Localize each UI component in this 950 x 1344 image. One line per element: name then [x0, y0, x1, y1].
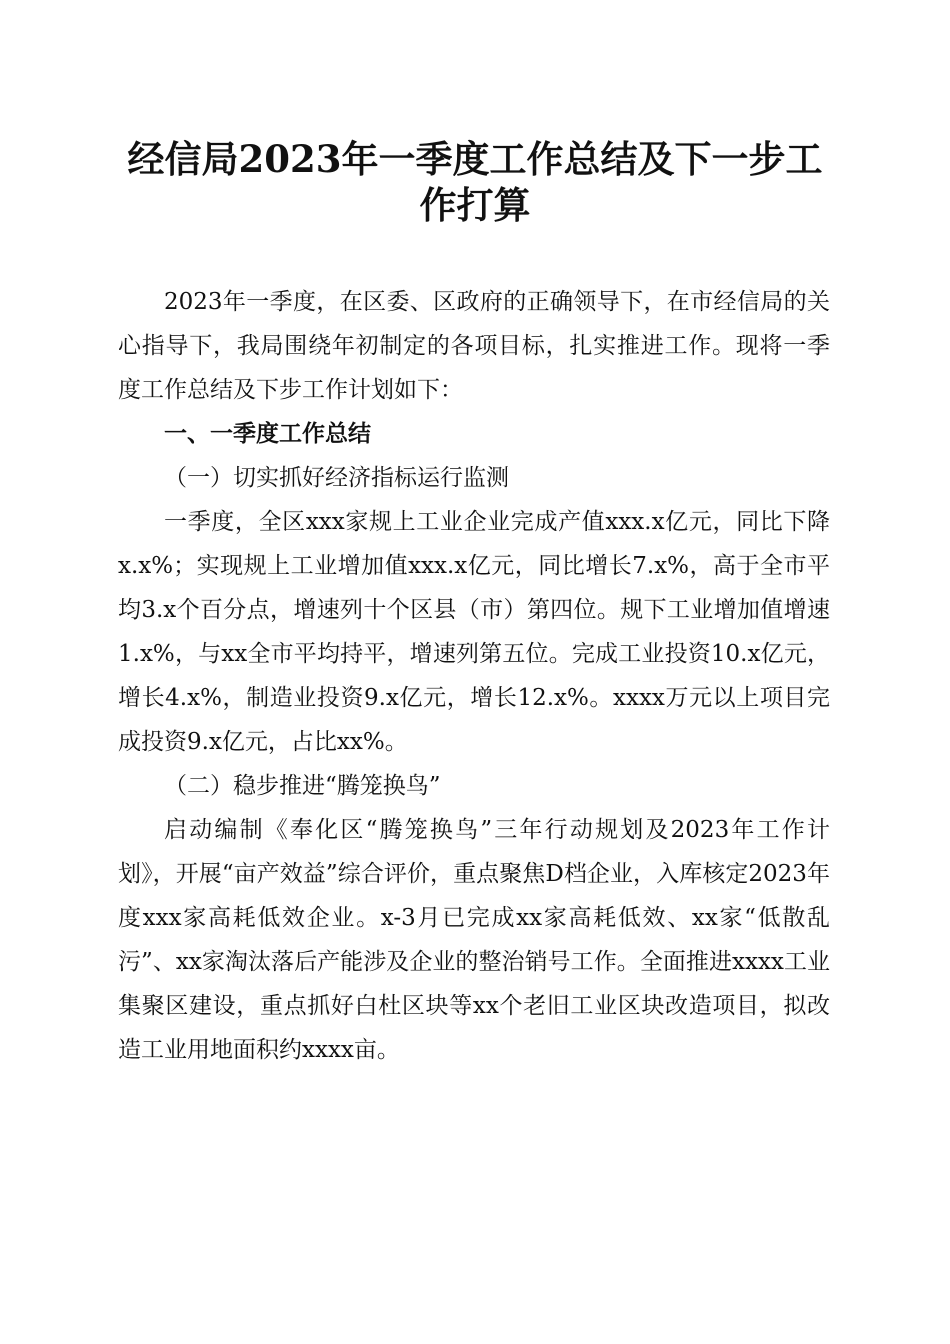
subsection-paragraph-1: 一季度，全区xxx家规上工业企业完成产值xxx.x亿元，同比下降x.x%；实现规上工业增加值xxx.x亿元，同比增长7.x%，高于全市平均3.x个百分点，增速列十个区县（市）第四位。规下工业增加值增速1.x%，与xx全市平均持平，增速列第五位。完成工业投资10.x亿元，增长4.x%，制造业投资9.x亿元，增长12.x%。xxxx万元以上项目完成投资9.x亿元，占比xx%。	[118, 509, 830, 755]
subsection-heading-2: （二）稳步推进“腾笼换鸟”	[164, 773, 441, 799]
intro-paragraph: 2023年一季度，在区委、区政府的正确领导下，在市经信局的关心指导下，我局围绕年初制定的各项目标，扎实推进工作。现将一季度工作总结及下步工作计划如下：	[118, 289, 830, 403]
document-title: 经信局2023年一季度工作总结及下一步工作打算	[127, 137, 823, 227]
section-heading: 一、一季度工作总结	[164, 421, 371, 447]
subsection-heading-1: （一）切实抓好经济指标运行监测	[164, 465, 509, 491]
subsection-paragraph-2: 启动编制《奉化区“腾笼换鸟”三年行动规划及2023年工作计划》，开展“亩产效益”综合评价，重点聚焦D档企业，入库核定2023年度xxx家高耗低效企业。x-3月已完成xx家高耗低效、xx家“低散乱污”、xx家淘汰落后产能涉及企业的整治销号工作。全面推进xxxx工业集聚区建设，重点抓好白杜区块等xx个老旧工业区块改造项目，拟改造工业用地面积约xxxx亩。	[118, 817, 830, 1063]
document-body	[118, 280, 830, 1072]
